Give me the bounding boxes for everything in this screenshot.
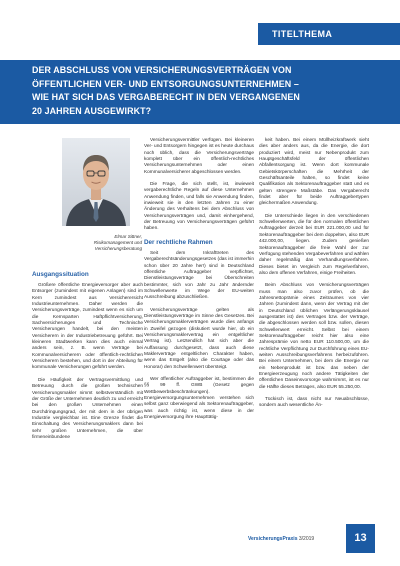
- section-heading: Der rechtliche Rahmen: [144, 238, 213, 246]
- headline-line: WIE HAT SICH DAS VERGABERECHT IN DEN VERGANGENEN: [32, 92, 300, 103]
- headline-line: DER ABSCHLUSS VON VERSICHERUNGSVERTRÄGEN VON: [32, 65, 292, 75]
- section-label: TITELTHEMA: [258, 23, 400, 45]
- magazine-name: VersicherungsPraxis: [248, 536, 298, 542]
- author-role: Risikomanagement und: [93, 240, 142, 246]
- paragraph: Beim Abschluss von Versicherungsverträgen muss man also zuvor prüfen, ob die Jahresnettoprämie eines Zeitraumes von vier Jahren (zumindest dann, wenn der Vertrag mit der in Deutschland üblichen Verlängerungsklausel ausgestattet ist) des Vertrages bzw. der Verträge, die abgeschlossen werden soll bzw. sollen, diesen Schwellenwert erreicht. Selbst bei einem Sektorenauftraggeber reicht hier also eine Jahresprämie von netto EUR 110.500,00, um die rechtliche Verpflichtung zur Durchführung eines EU-weiten Ausschreibungsverfahrens herbeizuführen. Bei einem Unternehmen, bei dem die Energie nur ein Nebenprodukt ist bzw. das neben der Energieerzeugung noch andere Tätigkeiten der öffentlichen Daseinsvorsorge wahrnimmt, ist es nur die Hälfte dieses Betrages, also EUR 55.250,00.: [259, 283, 369, 390]
- author-role: Versicherungsberatung: [94, 246, 142, 252]
- author-portrait-image: [62, 138, 130, 226]
- headline-line: ÖFFENTLICHEN VER- UND ENTSORGUNGSUNTERNEHMEN –: [32, 78, 299, 89]
- page-footer: [248, 536, 314, 542]
- paragraph: Die Unterschiede liegen in den verschiedenen Schwellenwerten, die für den normalen öffentlichen Auftraggeber derzeit bei EUR 221.000,00 und für Sektorenauftraggeber bei dem doppelten, also EUR 442.000,00, liegen. Zudem genießen Sektorenauftraggeber die freie Wahl der zur Verfügung stehenden Vergabeverfahren und wählen daher regelmäßig das Verhandlungsverfahren. Dieses bietet im Vergleich zum Regelverfahren, also dem offenen Verfahren, einige Freiheiten.: [259, 213, 369, 276]
- paragraph: Größere öffentliche Energieversorger aber auch Entsorger (zumindest mit eigenen Anlagen) sind im Kern zumindest aus Versicherersicht Industrieunternehmen. Daher werden die Versicherungsverträge, zumindest wenn es sich um die Kernsparten Haftpflichtversicherung, Sachversicherungen und Technische Versicherungen handelt, bei den meisten Versicherern in der Industriebetreuung geführt. Bei kleineren Stadtwerken kann dies auch einmal anders sein, z. B. wenn Verträge bei Kommunalversicherern oder öffentlich-rechtlichen Versicherern bestehen, und dort in der Abteilung für kommunale Versicherungen geführt werden.: [32, 283, 143, 371]
- paragraph: Versicherungsverträge gelten als Dienstleistungsverträge im Sinne des Gesetzes. Bei Versicherungsmaklerverträgen wurde dies anfangs in Zweifel gezogen (diskutiert wurde hier, ob ein Versicherungsmaklervertrag ein entgeltlicher Vertrag ist). Letztendlich hat sich aber die Auffassung durchgesetzt, dass auch diese Maklerverträge entgeltlichen Charakter haben, wenn das Entgelt (also die Courtage oder das Honorar) den Schwellenwert übersteigt.: [144, 307, 254, 370]
- author-name: Elmar Sittner,: [114, 234, 142, 239]
- top-bar: [0, 0, 400, 14]
- author-photo: [62, 138, 130, 226]
- issue-number: 3/2019: [298, 536, 315, 542]
- article-column-3: [259, 138, 369, 416]
- article-column-2: [144, 138, 254, 427]
- author-caption: [62, 234, 142, 252]
- page-number: 13: [346, 524, 375, 553]
- paragraph: Die Häufigkeit der Vertragsvermittlung und Betreuung durch die großen technischen Versicherungsmakler nimmt selbstverständlich mit der Größe der Unternehmen deutlich zu und erreicht bei den großen Unternehmen einen Durchdringungsgrad, der mit dem in der übrigen Industrie vergleichbar ist. Eine Grenze findet die Einschaltung des Versicherungsmaklers dann bei sehr großen Unternehmen, die über firmeneinbundene: [32, 377, 143, 440]
- article-headline: [32, 64, 394, 118]
- paragraph: keit haben. Bei einem Müllheizkraftwerk sieht dies aber anders aus, da die Energie, die dort produziert wird, meist nur Nebenprodukt zum Hauptgeschäftsfeld der öffentlichen Abfallentsorgung ist. Wenn dort kommunale Gebietskörperschaften die Mehrheit der Geschäftsanteile halten, so findet keine Qualifikation als Sektorenauftraggeber statt und es gelten strengere Maßstäbe. Das Vergaberecht findet aber für beide Auftraggebertypen gleichermaßen Anwendung.: [259, 138, 369, 207]
- section-heading: Ausgangssituation: [32, 271, 89, 278]
- paragraph: Wer öffentlicher Auftraggeber ist, bestimmen die §§ 99 ff. GWB (Gesetz gegen Wettbewerbsbeschränkungen). Energieversorgungsunternehmen verstehen sich selbst ganz überwiegend als Sektorenauftraggeber, was auch richtig ist, wenn diese in der Energieversorgung ihre Haupttätig-: [144, 377, 254, 421]
- paragraph: Tückisch ist, dass nicht nur Neuabschlüsse, sondern auch wesentliche Än-: [259, 397, 369, 409]
- paragraph: Die Frage, die sich stellt, ist, inwieweit vergaberechtliche Regeln auf diese Unternehmen Anwendung finden, und falls sie Anwendung finden, inwieweit sie in den letzten Jahren zu einer Änderung des Verhaltens bei dem Abschluss von Versicherungsverträgen und, damit einhergehend, der Betreuung von Versicherungsverträgen geführt haben.: [144, 182, 254, 232]
- paragraph: Seit dem Inkrafttreten des Vergaberechtsänderungsgesetzes (das ist immerhin schon über 20 Jahre her!) sind in Deutschland öffentliche Auftraggeber verpflichtet, Dienstleistungsverträge bei Überschreiten bestimmter, sich von Jahr zu Jahr ändernder Schwellenwerte im Wege der EU-weiten Ausschreibung abzuschließen.: [144, 250, 254, 301]
- article-column-1: [32, 271, 143, 447]
- headline-line: 20 JAHREN AUSGEWIRKT?: [32, 105, 152, 116]
- paragraph: Versicherungsvermittler verfügen. Bei kleineren Ver- und Entsorgern hingegen ist es heute durchaus noch üblich, dass die Versicherungsverträge komplett über ein öffentlich-rechtliches Versicherungsunternehmen oder einen Kommunalversicherer abgeschlossen werden.: [144, 138, 254, 175]
